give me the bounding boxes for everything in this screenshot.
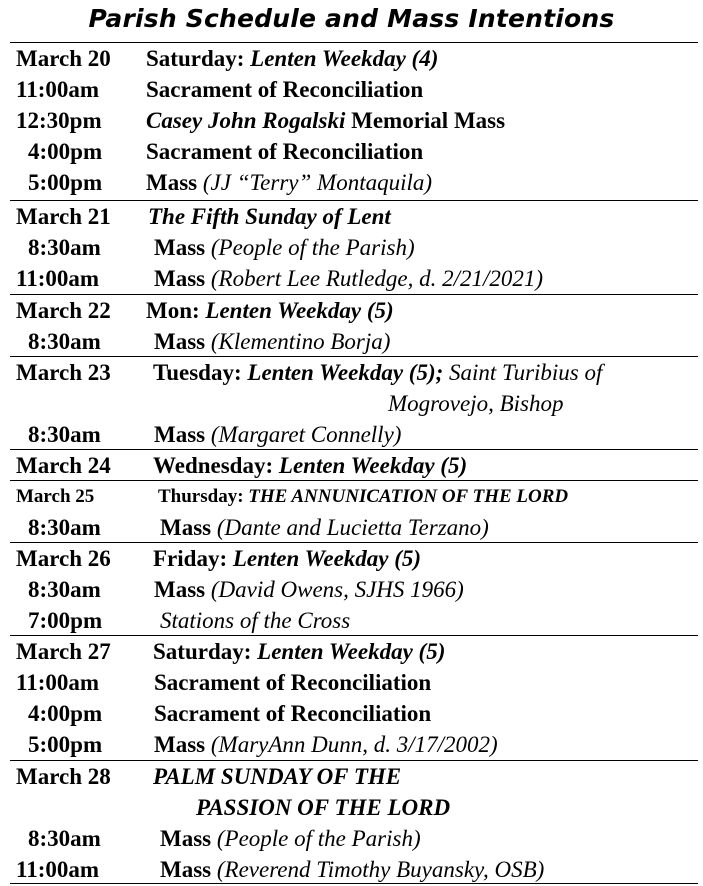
entry-row	[10, 232, 698, 263]
page-title: Parish Schedule and Mass Intentions	[88, 4, 615, 33]
time: 11:00am	[16, 266, 100, 291]
entry-row	[10, 854, 698, 885]
entry-label: Mass	[160, 857, 212, 882]
entry-row	[10, 729, 698, 760]
date: March 25	[16, 486, 95, 507]
time: 11:00am	[16, 670, 100, 695]
day-header	[10, 450, 698, 481]
mass-intention: (MaryAnn Dunn, d. 3/17/2002)	[210, 732, 498, 757]
entry-row	[10, 823, 698, 854]
entry-row	[10, 698, 698, 729]
entry-row	[10, 574, 698, 605]
day-header	[10, 357, 698, 388]
observance-continued: PASSION OF THE LORD	[196, 795, 451, 820]
entry-label: Sacrament of Reconciliation	[154, 701, 432, 726]
day-block-march-23	[10, 356, 698, 450]
time: 8:30am	[28, 422, 101, 447]
entry-row	[10, 136, 698, 167]
date: March 28	[16, 764, 111, 789]
event-description: Stations of the Cross	[160, 608, 351, 633]
day-header	[10, 201, 698, 232]
weekday: Friday:	[153, 546, 228, 571]
day-block-march-24	[10, 449, 698, 481]
day-header-continued	[10, 792, 698, 823]
entry-label: Mass	[154, 577, 206, 602]
mass-intention: (People of the Parish)	[216, 826, 421, 851]
time: 8:30am	[28, 515, 101, 540]
entry-row	[10, 74, 698, 105]
date: March 26	[16, 546, 111, 571]
day-block-march-28	[10, 760, 698, 885]
date: March 21	[16, 204, 111, 229]
time: 11:00am	[16, 857, 100, 882]
day-block-march-27	[10, 635, 698, 760]
entry-label: Mass	[154, 422, 206, 447]
entry-label: Sacrament of Reconciliation	[146, 139, 424, 164]
bottom-divider	[10, 883, 698, 884]
date: March 24	[16, 453, 111, 478]
time: 4:00pm	[28, 701, 103, 726]
mass-intention: (David Owens, SJHS 1966)	[210, 577, 464, 602]
saint-memorial-continued: Mogrovejo, Bishop	[388, 391, 564, 416]
day-block-march-22	[10, 294, 698, 357]
time: 8:30am	[28, 826, 101, 851]
day-block-march-20	[10, 42, 698, 198]
time: 7:00pm	[28, 608, 103, 633]
day-header	[10, 295, 698, 326]
mass-intention: (Robert Lee Rutledge, d. 2/21/2021)	[210, 266, 544, 291]
observance: PALM SUNDAY OF THE	[153, 764, 402, 789]
time: 11:00am	[16, 77, 100, 102]
day-header	[10, 761, 698, 792]
entry-label: Mass	[160, 826, 212, 851]
date: March 22	[16, 298, 111, 323]
day-block-march-21	[10, 200, 698, 294]
weekday: Wednesday:	[153, 453, 274, 478]
entry-row	[10, 105, 698, 136]
time: 8:30am	[28, 235, 101, 260]
entry-row	[10, 667, 698, 698]
entry-label: Memorial Mass	[351, 108, 506, 133]
time: 4:00pm	[28, 139, 103, 164]
observance: Lenten Weekday (5);	[247, 360, 444, 385]
observance: Lenten Weekday (4)	[250, 46, 439, 71]
entry-label: Mass	[146, 170, 198, 195]
entry-row	[10, 263, 698, 294]
day-header	[10, 543, 698, 574]
entry-label: Mass	[154, 235, 206, 260]
time: 8:30am	[28, 329, 101, 354]
mass-intention: (Margaret Connelly)	[210, 422, 402, 447]
entry-label: Mass	[154, 266, 206, 291]
saint-memorial: Saint Turibius of	[449, 360, 603, 385]
entry-label: Mass	[154, 329, 206, 354]
time: 5:00pm	[28, 170, 103, 195]
observance: Lenten Weekday (5)	[278, 453, 468, 478]
mass-intention: (Klementino Borja)	[210, 329, 391, 354]
entry-label: Sacrament of Reconciliation	[154, 670, 432, 695]
day-header	[10, 481, 698, 512]
mass-intention: (JJ “Terry” Montaquila)	[202, 170, 433, 195]
time: 8:30am	[28, 577, 101, 602]
observance: The Fifth Sunday of Lent	[148, 204, 391, 229]
entry-label: Sacrament of Reconciliation	[146, 77, 424, 102]
observance: Lenten Weekday (5)	[257, 639, 446, 664]
time: 5:00pm	[28, 732, 103, 757]
mass-intention: (Dante and Lucietta Terzano)	[216, 515, 489, 540]
day-header	[10, 636, 698, 667]
day-header-continued	[10, 388, 698, 419]
time: 12:30pm	[16, 108, 102, 133]
memorial-name: Casey John Rogalski	[146, 108, 346, 133]
entry-label: Mass	[154, 732, 206, 757]
observance: Lenten Weekday (5)	[232, 546, 422, 571]
day-block-march-25	[10, 480, 698, 543]
observance: THE ANNUNICATION OF THE LORD	[248, 486, 569, 507]
mass-intention: (People of the Parish)	[210, 235, 415, 260]
mass-intention: (Reverend Timothy Buyansky, OSB)	[216, 857, 545, 882]
weekday: Saturday:	[153, 639, 252, 664]
date: March 20	[16, 46, 111, 71]
observance: Lenten Weekday (5)	[205, 298, 394, 323]
day-block-march-26	[10, 542, 698, 636]
day-header	[10, 43, 698, 74]
entry-row	[10, 605, 698, 636]
weekday: Saturday:	[146, 46, 245, 71]
entry-row	[10, 167, 698, 198]
entry-row	[10, 512, 698, 543]
entry-row	[10, 419, 698, 450]
date: March 27	[16, 639, 111, 664]
date: March 23	[16, 360, 111, 385]
entry-label: Mass	[160, 515, 212, 540]
weekday: Mon:	[146, 298, 200, 323]
weekday: Tuesday:	[153, 360, 242, 385]
entry-row	[10, 326, 698, 357]
weekday: Thursday:	[158, 486, 244, 507]
